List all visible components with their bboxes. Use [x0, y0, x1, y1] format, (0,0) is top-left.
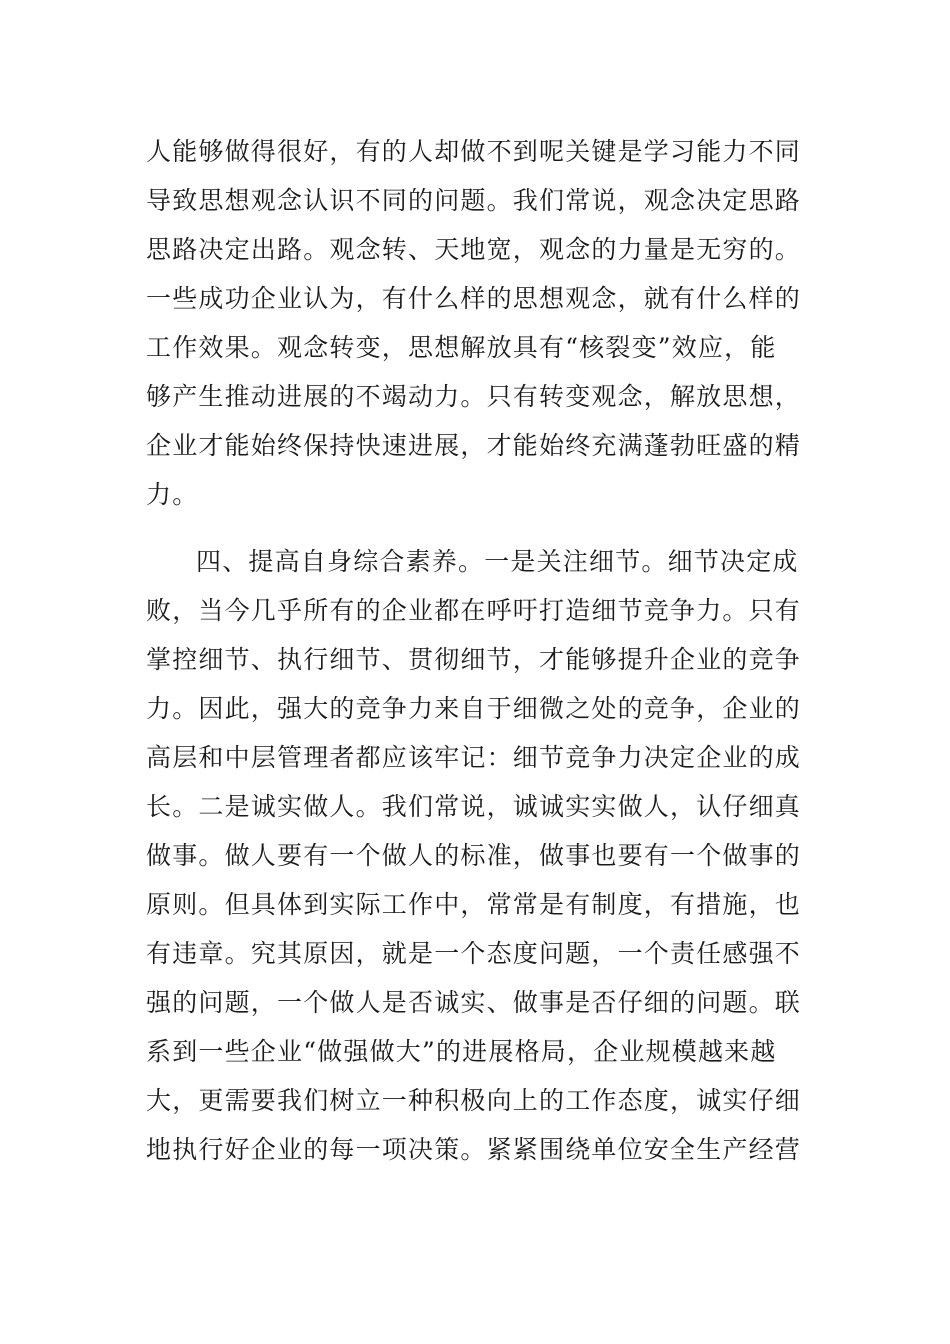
- paragraph-2-line-13: 地执行好企业的每一项决策。紧紧围绕单位安全生产经营: [146, 1135, 802, 1164]
- paragraph-1-line-4: 一些成功企业认为，有什么样的思想观念，就有什么样的: [146, 284, 802, 313]
- paragraph-1-line-6: 够产生推动进展的不竭动力。只有转变观念，解放思想，: [146, 382, 802, 411]
- paragraph-2-line-10: 强的问题，一个做人是否诚实、做事是否仔细的问题。联: [146, 988, 802, 1017]
- paragraph-2-line-4: 力。因此，强大的竞争力来自于细微之处的竞争，企业的: [146, 694, 802, 723]
- paragraph-1-line-5: 工作效果。观念转变，思想解放具有“核裂变”效应，能: [146, 333, 777, 362]
- paragraph-2-line-6: 长。二是诚实做人。我们常说，诚诚实实做人，认仔细真: [146, 792, 802, 821]
- paragraph-1-line-8: 力。: [146, 480, 199, 509]
- paragraph-2-line-8: 原则。但具体到实际工作中，常常是有制度，有措施，也: [146, 890, 802, 919]
- paragraph-2-line-1: 四、提高自身综合素养。一是关注细节。细节决定成: [196, 547, 799, 576]
- paragraph-2-line-7: 做事。做人要有一个做人的标准，做事也要有一个做事的: [146, 841, 802, 870]
- paragraph-1-line-2: 导致思想观念认识不同的问题。我们常说，观念决定思路: [146, 186, 802, 215]
- paragraph-2-line-5: 高层和中层管理者都应该牢记：细节竞争力决定企业的成: [146, 743, 802, 772]
- paragraph-2-line-9: 有违章。究其原因，就是一个态度问题，一个责任感强不: [146, 939, 802, 968]
- paragraph-1-line-7: 企业才能始终保持快速进展，才能始终充满蓬勃旺盛的精: [146, 431, 802, 460]
- paragraph-1-line-1: 人能够做得很好，有的人却做不到呢关键是学习能力不同: [146, 137, 802, 166]
- paragraph-1-line-3: 思路决定出路。观念转、天地宽，观念的力量是无穷的。: [146, 235, 802, 264]
- paragraph-2-line-3: 掌控细节、执行细节、贯彻细节，才能够提升企业的竞争: [146, 645, 802, 674]
- paragraph-2-line-12: 大，更需要我们树立一种积极向上的工作态度，诚实仔细: [146, 1086, 802, 1115]
- paragraph-2-line-2: 败，当今几乎所有的企业都在呼吁打造细节竞争力。只有: [146, 596, 802, 625]
- paragraph-2-line-11: 系到一些企业“做强做大”的进展格局，企业规模越来越: [146, 1037, 777, 1066]
